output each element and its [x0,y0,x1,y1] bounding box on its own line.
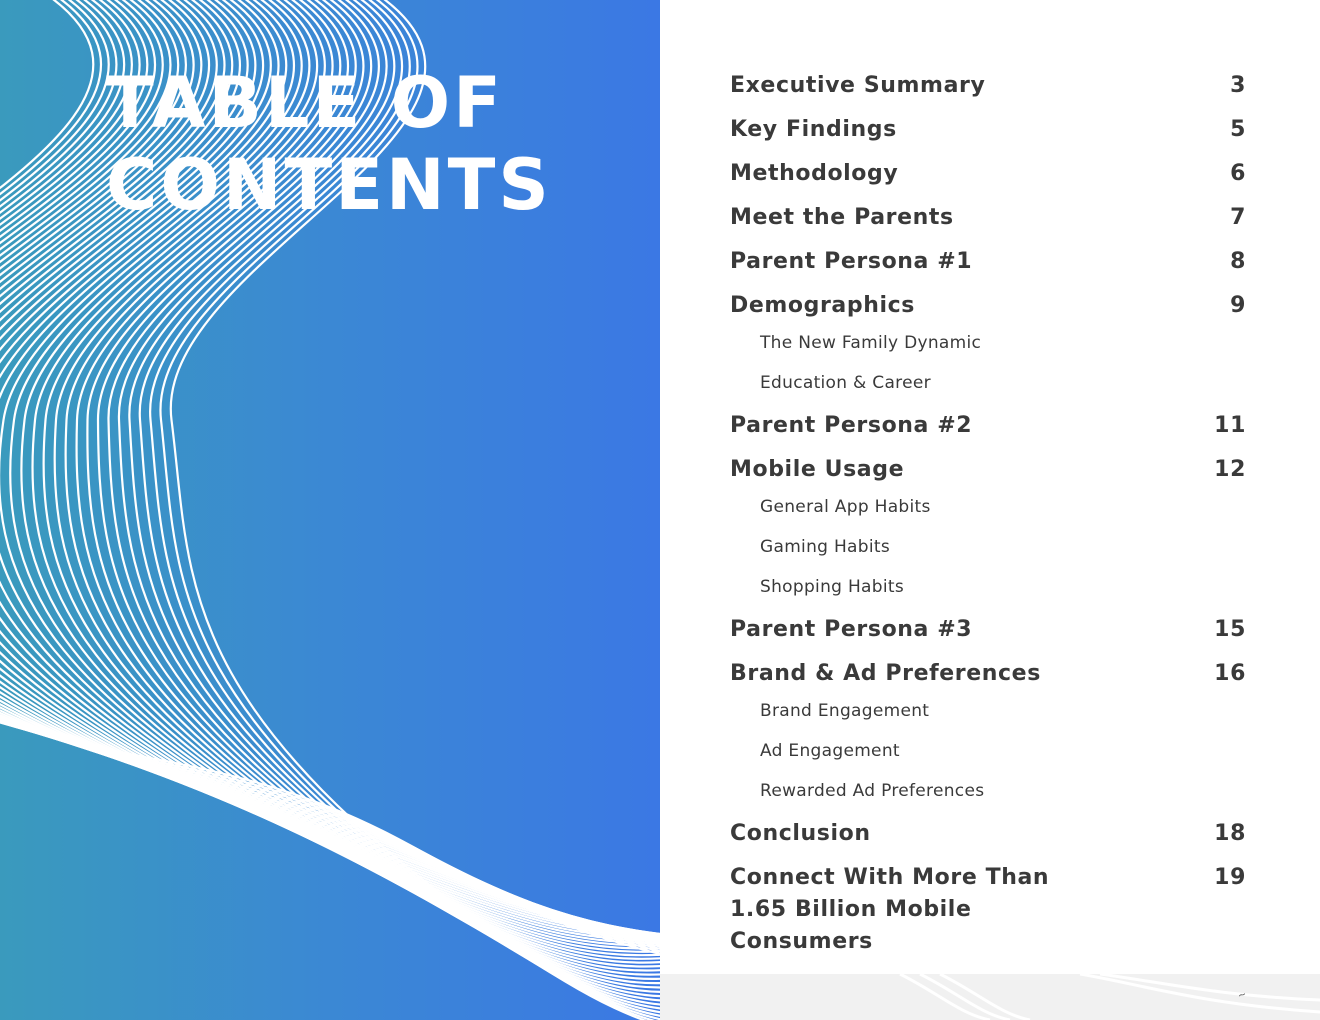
toc-entry[interactable] [730,114,1246,158]
toc-entry[interactable] [730,862,1246,954]
toc-list [730,70,1246,954]
title-line-2: CONTENTS [106,144,552,226]
toc-entry[interactable] [730,290,1246,334]
toc-entry-title: Executive Summary [730,73,986,98]
toc-subentry[interactable]: The New Family Dynamic [760,333,982,353]
toc-entry-title: Parent Persona #2 [730,413,973,438]
toc-entry[interactable] [730,70,1246,114]
toc-entry[interactable] [730,202,1246,246]
toc-entry-page-number: 6 [1230,161,1246,186]
toc-entry-title: Conclusion [730,821,871,846]
toc-entry[interactable] [730,246,1246,290]
toc-entry-page-number: 3 [1230,73,1246,98]
toc-entry-page-number: 18 [1214,821,1246,846]
toc-subentry[interactable]: General App Habits [760,497,931,517]
toc-entry-title: Key Findings [730,117,897,142]
toc-subentry[interactable]: Brand Engagement [760,701,930,721]
toc-entry[interactable] [730,658,1246,702]
toc-subentry[interactable]: Gaming Habits [760,537,890,557]
title-line-1: TABLE OF [106,62,504,144]
toc-entry-page-number: 16 [1214,661,1246,686]
toc-entry-page-number: 19 [1214,865,1246,890]
page-title [106,62,552,226]
toc-subentry[interactable]: Ad Engagement [760,741,900,761]
toc-subentry[interactable]: Rewarded Ad Preferences [760,781,985,801]
toc-entry-page-number: 9 [1230,293,1246,318]
toc-entry[interactable] [730,614,1246,658]
toc-entry-page-number: 11 [1214,413,1246,438]
toc-entry-page-number: 15 [1214,617,1246,642]
toc-entry-title: Demographics [730,293,915,318]
toc-subentry[interactable]: Shopping Habits [760,577,904,597]
toc-entry-title: Mobile Usage [730,457,905,482]
footer-strip [660,974,1320,1020]
toc-entry[interactable] [730,158,1246,202]
toc-entry-title: Connect With More Than 1.65 Billion Mobile Consumers [730,865,1050,954]
toc-entry-title: Parent Persona #3 [730,617,973,642]
toc-entry-title: Parent Persona #1 [730,249,973,274]
toc-entry-page-number: 12 [1214,457,1246,482]
toc-subentry[interactable]: Education & Career [760,373,931,393]
toc-entry-page-number: 5 [1230,117,1246,142]
toc-entry-title: Brand & Ad Preferences [730,661,1041,686]
toc-entry[interactable] [730,818,1246,862]
brand-logo-icon: ~ [1236,988,1248,1003]
toc-entry-page-number: 8 [1230,249,1246,274]
toc-panel [660,0,1320,1020]
footer-wave-graphic [660,974,1320,1020]
toc-entry[interactable] [730,454,1246,498]
toc-entry-page-number: 7 [1230,205,1246,230]
toc-entry-title: Methodology [730,161,899,186]
toc-entry[interactable] [730,410,1246,454]
toc-entry-title: Meet the Parents [730,205,954,230]
